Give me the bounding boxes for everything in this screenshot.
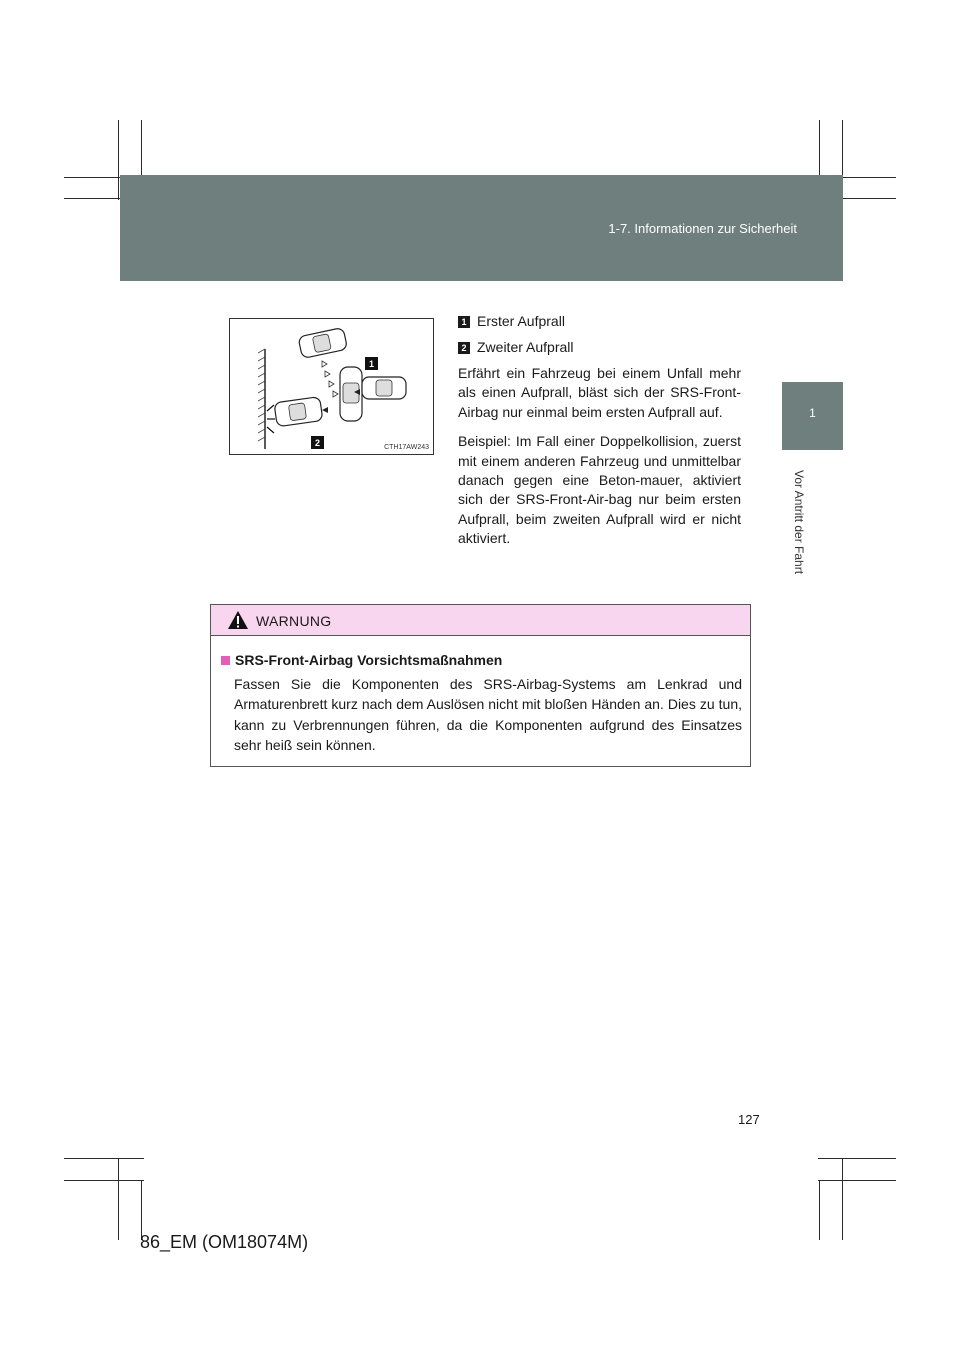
warning-box (210, 604, 751, 767)
warning-header (211, 605, 750, 636)
number-badge: 2 (458, 342, 470, 354)
crop-mark (818, 1180, 896, 1181)
crop-mark (818, 1158, 896, 1159)
crop-mark (819, 1180, 820, 1240)
legend-item (458, 338, 741, 358)
crop-mark (141, 1180, 142, 1240)
document-code: 86_EM (OM18074M) (140, 1232, 309, 1252)
figure-code: CTH17AW243 (384, 444, 429, 451)
warning-subheading (221, 650, 742, 671)
legend-item (458, 312, 741, 332)
crop-mark (64, 1180, 144, 1181)
crop-mark (842, 1158, 843, 1240)
collision-diagram (230, 319, 433, 454)
crop-mark (118, 120, 119, 200)
legend-label: Zweiter Aufprall (477, 339, 574, 356)
crop-mark (118, 1158, 119, 1240)
figure-callout-1: 1 (368, 359, 375, 369)
warning-subheading-text: SRS-Front-Airbag Vorsichtsmaßnahmen (235, 652, 503, 668)
body-paragraph: Beispiel: Im Fall einer Doppelkollision, zuerst mit einem anderen Fahrzeug und unmittelbar danach gegen eine Beton-mauer, aktiviert sich der SRS-Front-Air-bag nur beim ersten Aufprall, beim zweiten Aufprall wird er nicht aktiviert. (458, 433, 741, 547)
section-title: 1-7. Informationen zur Sicherheit (608, 221, 797, 236)
warning-title: WARNUNG (256, 613, 332, 629)
chapter-title-vertical (786, 470, 812, 600)
page-number: 127 (738, 1112, 760, 1127)
crop-mark (64, 1158, 144, 1159)
legend-label: Erster Aufprall (477, 313, 565, 330)
chapter-title: Vor Antritt der Fahrt (792, 470, 806, 575)
body-paragraph: Erfährt ein Fahrzeug bei einem Unfall mehr als einen Aufprall, bläst sich der SRS-Front-Airbag nur einmal beim ersten Aufprall auf. (458, 365, 741, 420)
warning-triangle-icon (228, 611, 248, 629)
number-badge: 1 (458, 316, 470, 328)
chapter-tab (782, 382, 843, 450)
header-band (120, 175, 843, 281)
warning-body (211, 636, 750, 756)
explanation-column (458, 312, 741, 559)
figure-callout-2: 2 (314, 438, 321, 448)
square-bullet-icon (221, 656, 230, 665)
collision-illustration (229, 318, 434, 455)
warning-text: Fassen Sie die Komponenten des SRS-Airbag-Systems am Lenkrad und Armaturenbrett kurz nach dem Auslösen nicht mit bloßen Händen an. Dies zu tun, kann zu Verbrennungen führen, da die Komponenten aufgrund des Einsatzes sehr heiß sein können. (234, 675, 742, 754)
chapter-number: 1 (809, 406, 816, 420)
